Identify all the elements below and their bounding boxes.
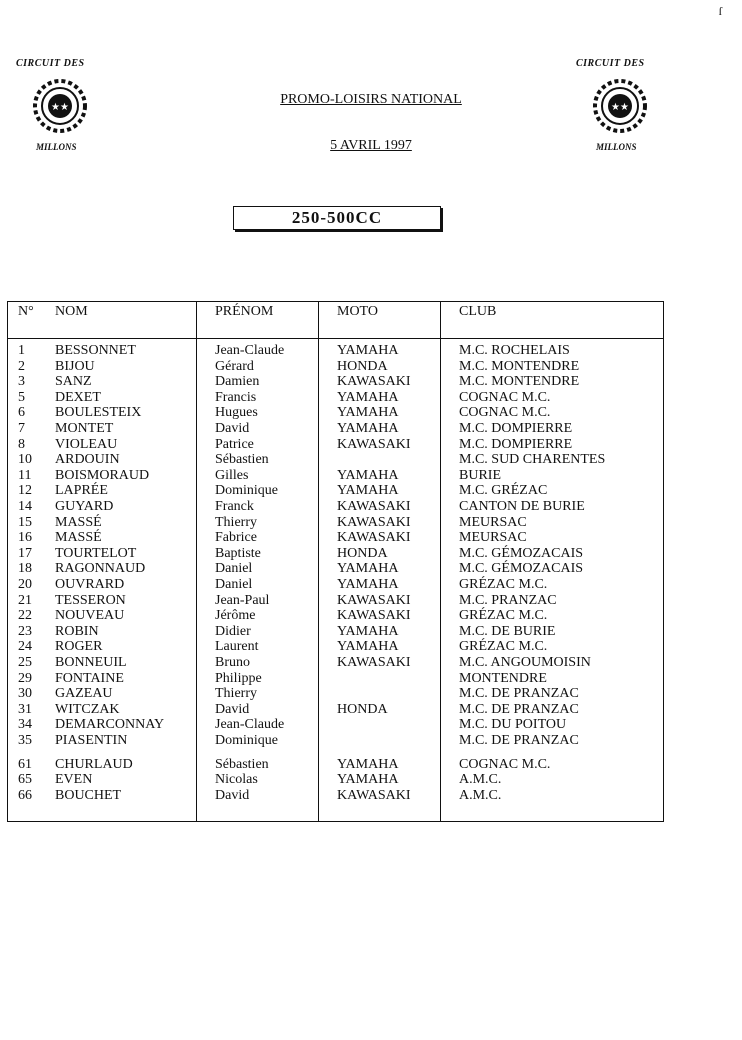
cell-num: 7 — [18, 421, 25, 436]
cell-nom: RAGONNAUD — [55, 561, 146, 577]
cell-nom: ROGER — [55, 639, 103, 655]
cell-nom: PIASENTIN — [55, 733, 128, 748]
cell-prenom: Damien — [215, 374, 260, 390]
cell-prenom: Thierry — [215, 514, 257, 530]
table-row — [8, 757, 663, 773]
table-row — [8, 515, 663, 531]
cell-prenom: David — [215, 787, 250, 803]
cell-prenom: Hugues — [215, 405, 258, 421]
table-row — [8, 655, 663, 671]
cell-club: M.C. DE BURIE — [459, 623, 556, 639]
cell-prenom: Laurent — [215, 639, 259, 655]
cell-moto: YAMAHA — [337, 577, 399, 592]
cell-club: MEURSAC — [459, 514, 527, 530]
cell-prenom: Jean-Claude — [215, 343, 285, 358]
cell-num: 10 — [18, 452, 32, 468]
cell-num: 14 — [18, 499, 32, 514]
cell-prenom: Jean-Paul — [215, 592, 270, 608]
cell-prenom: Daniel — [215, 577, 253, 592]
cell-club: M.C. ROCHELAIS — [459, 343, 570, 358]
cell-nom: NOUVEAU — [55, 608, 125, 624]
cell-num: 5 — [18, 389, 25, 405]
table-row — [8, 499, 663, 515]
table-row — [8, 788, 663, 804]
cell-num: 24 — [18, 639, 32, 655]
cell-club: M.C. DOMPIERRE — [459, 436, 573, 452]
table-row — [8, 359, 663, 375]
cell-moto: YAMAHA — [337, 772, 399, 788]
col-header-nom: NOM — [55, 304, 88, 319]
cell-club: M.C. MONTENDRE — [459, 374, 580, 390]
cell-nom: MASSÉ — [55, 514, 102, 530]
cell-nom: TOURTELOT — [55, 545, 137, 561]
cell-moto: YAMAHA — [337, 756, 399, 772]
category-box: 250-500CC — [233, 206, 441, 230]
table-row — [8, 561, 663, 577]
cell-prenom: Didier — [215, 623, 251, 639]
table-row — [8, 437, 663, 453]
cell-moto: KAWASAKI — [337, 436, 411, 452]
table-row — [8, 468, 663, 484]
cell-prenom: Dominique — [215, 483, 278, 499]
table-row — [8, 577, 663, 593]
cell-moto: YAMAHA — [337, 483, 399, 499]
cell-nom: TESSERON — [55, 592, 126, 608]
cell-prenom: Jérôme — [215, 608, 256, 624]
cell-club: CANTON DE BURIE — [459, 499, 585, 514]
cell-moto: YAMAHA — [337, 561, 399, 577]
cell-num: 16 — [18, 530, 32, 546]
col-header-moto: MOTO — [337, 304, 378, 319]
logo-top-text: CIRCUIT DES — [576, 58, 645, 69]
cell-club: GRÉZAC M.C. — [459, 608, 548, 624]
cell-club: GRÉZAC M.C. — [459, 639, 548, 655]
svg-text:★★: ★★ — [611, 102, 629, 113]
cell-moto: KAWASAKI — [337, 655, 411, 670]
table-row — [8, 608, 663, 624]
cell-num: 34 — [18, 717, 32, 733]
logo-bottom-text: MILLONS — [596, 142, 637, 152]
table-row — [8, 405, 663, 421]
cell-club: M.C. SUD CHARENTES — [459, 452, 606, 468]
table-row — [8, 671, 663, 687]
table-row — [8, 639, 663, 655]
table-row — [8, 452, 663, 468]
cell-nom: BIJOU — [55, 358, 95, 374]
cell-moto: KAWASAKI — [337, 592, 411, 608]
cell-prenom: Daniel — [215, 561, 253, 577]
table-row — [8, 390, 663, 406]
cell-num: 29 — [18, 670, 32, 686]
cell-nom: GAZEAU — [55, 686, 113, 702]
table-row — [8, 421, 663, 437]
event-date: 5 AVRIL 1997 — [330, 138, 412, 153]
cell-num: 3 — [18, 374, 25, 390]
cell-num: 1 — [18, 343, 25, 358]
cell-prenom: Dominique — [215, 733, 278, 748]
cell-num: 65 — [18, 772, 32, 788]
cell-club: M.C. MONTENDRE — [459, 358, 580, 374]
cell-moto: KAWASAKI — [337, 374, 411, 390]
cell-nom: LAPRÉE — [55, 483, 108, 499]
event-title: PROMO-LOISIRS NATIONAL — [280, 92, 462, 107]
cell-club: A.M.C. — [459, 772, 502, 788]
cell-club: MONTENDRE — [459, 670, 547, 686]
cell-club: M.C. DE PRANZAC — [459, 733, 579, 748]
cell-nom: BOISMORAUD — [55, 467, 150, 483]
cell-prenom: Patrice — [215, 436, 254, 452]
cell-num: 30 — [18, 686, 32, 702]
table-row — [8, 374, 663, 390]
cell-prenom: Franck — [215, 499, 254, 514]
cell-club: M.C. ANGOUMOISIN — [459, 655, 591, 670]
cell-moto: HONDA — [337, 358, 388, 374]
cell-num: 66 — [18, 787, 32, 803]
cell-nom: ROBIN — [55, 623, 99, 639]
cell-prenom: Francis — [215, 389, 257, 405]
cell-num: 18 — [18, 561, 32, 577]
cell-prenom: Fabrice — [215, 530, 257, 546]
cell-club: M.C. DE PRANZAC — [459, 701, 579, 717]
cell-club: M.C. GRÉZAC — [459, 483, 548, 499]
cell-nom: BESSONNET — [55, 343, 136, 358]
logo-bottom-text: MILLONS — [36, 142, 77, 152]
table-row — [8, 624, 663, 640]
cell-club: M.C. GÉMOZACAIS — [459, 545, 584, 561]
table-row — [8, 593, 663, 609]
cell-club: M.C. PRANZAC — [459, 592, 557, 608]
cell-nom: EVEN — [55, 772, 93, 788]
cell-num: 35 — [18, 733, 32, 748]
table-row — [8, 772, 663, 788]
cell-moto: YAMAHA — [337, 623, 399, 639]
cell-club: M.C. DE PRANZAC — [459, 686, 579, 702]
cell-num: 12 — [18, 483, 32, 499]
cell-moto: YAMAHA — [337, 343, 399, 358]
table-row — [8, 702, 663, 718]
cell-num: 22 — [18, 608, 32, 624]
cell-prenom: Gilles — [215, 467, 249, 483]
cell-nom: BOULESTEIX — [55, 405, 142, 421]
cell-club: COGNAC M.C. — [459, 756, 551, 772]
cell-num: 25 — [18, 655, 32, 670]
col-header-num: N° — [18, 304, 34, 319]
svg-text:★★: ★★ — [51, 102, 69, 113]
cell-nom: FONTAINE — [55, 670, 124, 686]
cell-num: 6 — [18, 405, 25, 421]
cell-prenom: Jean-Claude — [215, 717, 285, 733]
cell-num: 23 — [18, 623, 32, 639]
entry-table — [7, 301, 664, 822]
table-row — [8, 733, 663, 749]
cell-num: 20 — [18, 577, 32, 592]
logo-top-text: CIRCUIT DES — [16, 58, 85, 69]
col-header-club: CLUB — [459, 304, 497, 319]
cell-club: A.M.C. — [459, 787, 502, 803]
cell-nom: MONTET — [55, 421, 114, 436]
cell-prenom: Nicolas — [215, 772, 258, 788]
cell-club: MEURSAC — [459, 530, 527, 546]
cell-club: M.C. DOMPIERRE — [459, 421, 573, 436]
cell-moto: KAWASAKI — [337, 608, 411, 624]
cell-nom: SANZ — [55, 374, 92, 390]
cell-prenom: Bruno — [215, 655, 250, 670]
cell-club: COGNAC M.C. — [459, 389, 551, 405]
cell-nom: CHURLAUD — [55, 756, 133, 772]
table-row — [8, 686, 663, 702]
cell-num: 15 — [18, 514, 32, 530]
cell-club: M.C. GÉMOZACAIS — [459, 561, 584, 577]
cell-moto: HONDA — [337, 545, 388, 561]
cell-num: 21 — [18, 592, 32, 608]
cell-moto: YAMAHA — [337, 405, 399, 421]
cell-prenom: Sébastien — [215, 452, 269, 468]
table-row — [8, 343, 663, 359]
cell-prenom: Philippe — [215, 670, 262, 686]
cell-nom: DEXET — [55, 389, 101, 405]
cell-prenom: David — [215, 701, 250, 717]
cell-num: 2 — [18, 358, 25, 374]
cell-prenom: Sébastien — [215, 756, 269, 772]
cell-moto: KAWASAKI — [337, 499, 411, 514]
cell-nom: ARDOUIN — [55, 452, 120, 468]
cell-num: 8 — [18, 436, 25, 452]
cell-club: COGNAC M.C. — [459, 405, 551, 421]
cell-nom: MASSÉ — [55, 530, 102, 546]
cell-nom: VIOLEAU — [55, 436, 118, 452]
cell-moto: KAWASAKI — [337, 530, 411, 546]
cell-club: M.C. DU POITOU — [459, 717, 567, 733]
cell-num: 11 — [18, 467, 32, 483]
cell-num: 61 — [18, 756, 32, 772]
cell-nom: BONNEUIL — [55, 655, 127, 670]
cell-nom: GUYARD — [55, 499, 114, 514]
cell-moto: KAWASAKI — [337, 787, 411, 803]
cell-moto: YAMAHA — [337, 389, 399, 405]
cell-num: 31 — [18, 701, 32, 717]
cell-prenom: Thierry — [215, 686, 257, 702]
cell-club: BURIE — [459, 467, 501, 483]
page-mark: ſ — [718, 4, 722, 18]
table-row — [8, 717, 663, 733]
cell-prenom: Gérard — [215, 358, 254, 374]
cell-nom: WITCZAK — [55, 701, 120, 717]
cell-club: GRÉZAC M.C. — [459, 577, 548, 592]
cell-nom: DEMARCONNAY — [55, 717, 165, 733]
cell-prenom: Baptiste — [215, 545, 261, 561]
cell-moto: HONDA — [337, 701, 388, 717]
cell-nom: BOUCHET — [55, 787, 122, 803]
cell-prenom: David — [215, 421, 250, 436]
table-row — [8, 530, 663, 546]
cell-moto: YAMAHA — [337, 639, 399, 655]
cell-num: 17 — [18, 545, 32, 561]
cell-moto: KAWASAKI — [337, 514, 411, 530]
cell-nom: OUVRARD — [55, 577, 125, 592]
col-header-prenom: PRÉNOM — [215, 304, 274, 319]
table-row — [8, 546, 663, 562]
table-row — [8, 483, 663, 499]
cell-moto: YAMAHA — [337, 467, 399, 483]
cell-moto: YAMAHA — [337, 421, 399, 436]
